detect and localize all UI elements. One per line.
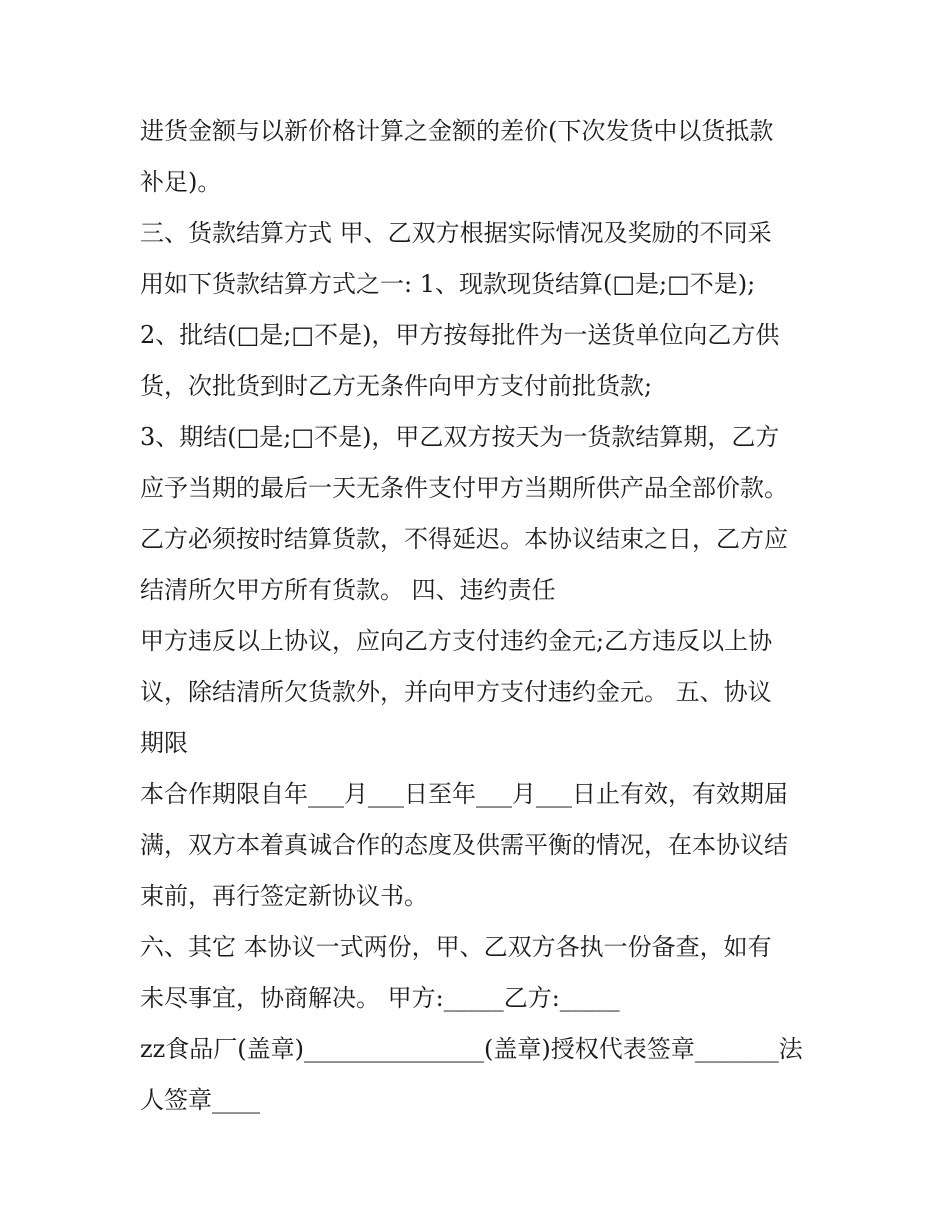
text-line: 2、批结(□是;□不是)，甲方按每批件为一送货单位向乙方供: [140, 321, 780, 349]
text-line: 3、期结(□是;□不是)，甲乙双方按天为一货款结算期，乙方: [140, 423, 780, 451]
text-line: 期限: [140, 729, 188, 757]
text-line: 用如下货款结算方式之一: 1、现款现货结算(□是;□不是);: [140, 270, 756, 298]
text-line: 人签章____: [140, 1086, 260, 1114]
text-line: 货，次批货到时乙方无条件向甲方支付前批货款;: [140, 372, 653, 400]
text-line: 结清所欠甲方所有货款。 四、违约责任: [140, 576, 556, 604]
text-line: 未尽事宜，协商解决。 甲方:_____乙方:_____: [140, 984, 620, 1012]
text-line: 甲方违反以上协议，应向乙方支付违约金元;乙方违反以上协: [140, 627, 773, 655]
text-line: 乙方必须按时结算货款，不得延迟。本协议结束之日，乙方应: [140, 525, 788, 553]
text-line: 三、货款结算方式 甲、乙双方根据实际情况及奖励的不同采: [140, 219, 772, 247]
text-line: 束前，再行签定新协议书。: [140, 882, 428, 910]
text-line: 议，除结清所欠货款外，并向甲方支付违约金元。 五、协议: [140, 678, 772, 706]
text-line: 应予当期的最后一天无条件支付甲方当期所供产品全部价款。: [140, 474, 788, 502]
text-line: zz食品厂(盖章)_______________(盖章)授权代表签章_______法: [140, 1035, 803, 1063]
text-line: 六、其它 本协议一式两份，甲、乙双方各执一份备查，如有: [140, 933, 772, 961]
document-body: [140, 106, 820, 1126]
text-line: 满，双方本着真诚合作的态度及供需平衡的情况，在本协议结: [140, 831, 788, 859]
text-line: 本合作期限自年___月___日至年___月___日止有效，有效期届: [140, 780, 788, 808]
text-line: 进货金额与以新价格计算之金额的差价(下次发货中以货抵款: [140, 117, 774, 145]
text-line: 补足)。: [140, 168, 222, 196]
